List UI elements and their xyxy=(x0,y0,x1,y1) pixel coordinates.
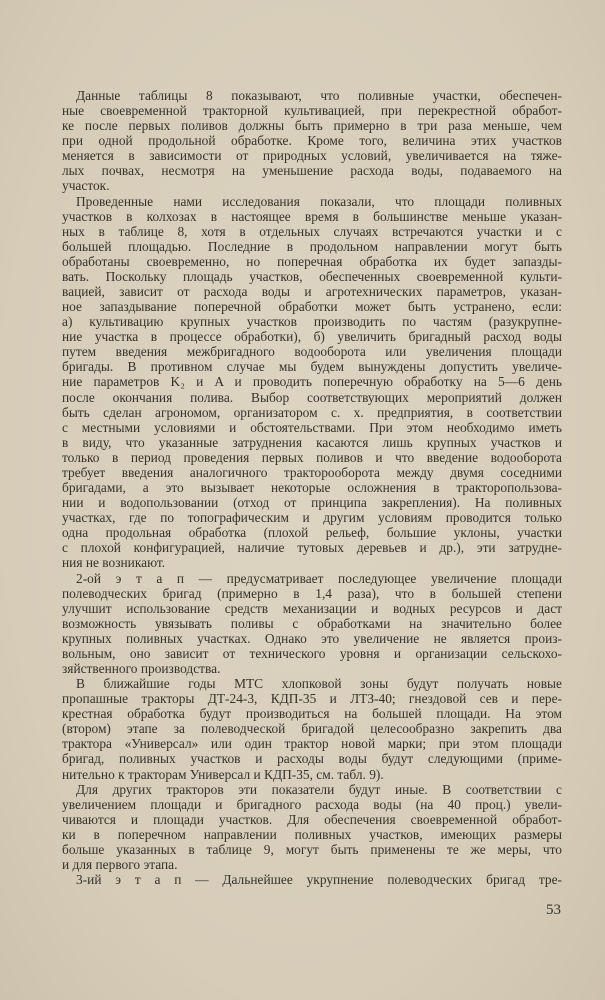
text-line: ния не возникают. xyxy=(62,555,166,571)
text-line: меняется в зависимости от природных условий, увеличивается на тяже- xyxy=(62,148,562,164)
text-line: улучшит использование средств механизации и водных ресурсов и даст xyxy=(62,600,562,616)
text-line: бригадами, а это вызывает некоторые осложнения в тракторопользова- xyxy=(62,480,562,496)
text-line: ные своевременной тракторной культивацией, при перекрестной обработ- xyxy=(62,103,562,119)
text-line: участках, где по топографическим и другим условиям проводится только xyxy=(62,510,562,526)
text-line: полеводческих бригад (примерно в 1,4 раза), что в большей степени xyxy=(62,585,562,601)
paragraph xyxy=(62,676,562,782)
text-line: возможность увязывать поливы с обработками на значительно более xyxy=(62,615,562,631)
text-line: с плохой конфигурацией, наличие тутовых деревьев и др.), эти затрудне- xyxy=(62,540,562,556)
text-line: лых почвах, несмотря на уменьшение расхода воды, подаваемого на xyxy=(62,163,562,179)
text-line: ние параметров K₂ и A и проводить поперечную обработку на 5—6 день xyxy=(62,374,562,390)
text-line: крестная обработка будут производиться на большей площади. На этом xyxy=(62,706,562,722)
text-line: быть сделан агрономом, организатором с. х. предприятия, в соответствии xyxy=(62,404,562,420)
text-line: В ближайшие годы МТС хлопковой зоны будут получать новые xyxy=(76,676,562,692)
text-line: Для других тракторов эти показатели будут иные. В соответствии с xyxy=(76,781,562,797)
text-line: нии и водопользовании (отход от принципа закрепления). На поливных xyxy=(62,495,562,511)
text-line: участков в колхозах в настоящее время в большинстве меньше указан- xyxy=(62,208,562,224)
paragraph xyxy=(62,571,562,677)
text-line: 2-ой э т а п — предусматривает последующее увеличение площади xyxy=(76,570,562,586)
text-line: и для первого этапа. xyxy=(62,856,178,872)
text-line: большей площадью. Последние в продольном направлении могут быть xyxy=(62,238,562,254)
text-line: вольным, оно зависит от технического уровня и организации сельскохо- xyxy=(62,645,562,661)
text-line: а) культивацию крупных участков производить по частям (разукрупне- xyxy=(62,314,562,330)
text-line: нительно к тракторам Универсал и КДП-35, см. табл. 9). xyxy=(62,766,384,782)
text-line: вацией, зависит от расхода воды и агротехнических параметров, указан- xyxy=(62,284,562,300)
text-line: крупных поливных участках. Однако это увеличение не является произ- xyxy=(62,630,562,646)
page-number: 53 xyxy=(546,902,561,918)
text-line: бригад, поливных участков и расходы воды будут следующими (приме- xyxy=(62,751,562,767)
text-line: больше указанных в таблице 9, могут быть применены те же меры, что xyxy=(62,841,562,857)
paragraph xyxy=(62,872,562,887)
text-line: вать. Поскольку площадь участков, обеспеченных своевременной культи- xyxy=(62,268,562,284)
text-line: ное запаздывание поперечной обработки может быть устранено, если: xyxy=(62,299,562,315)
text-line: (втором) этапе за полеводческой бригадой целесообразно закрепить два xyxy=(62,721,562,737)
text-line: бригады. В противном случае мы будем вынуждены допустить увеличе- xyxy=(62,359,562,375)
text-line: чиваются и площади участков. Для обеспечения своевременной обработ- xyxy=(62,811,562,827)
text-line: Проведенные нами исследования показали, что площади поливных xyxy=(76,193,562,209)
paragraph xyxy=(62,782,562,872)
text-line: ние участка в процессе обработки), б) увеличить бригадный расход воды xyxy=(62,329,562,345)
text-line: участок. xyxy=(62,178,110,194)
text-line: только в период проведения первых поливов и что введение водооборота xyxy=(62,449,562,465)
text-line: с местными условиями и обстоятельствами. При этом необходимо иметь xyxy=(62,419,562,435)
text-line: путем введения межбригадного водооборота или увеличения площади xyxy=(62,344,562,360)
text-line: ных в таблице 8, хотя в отдельных случаях встречаются участки и с xyxy=(62,223,562,239)
text-line: при одной продольной обработке. Кроме того, величина этих участков xyxy=(62,133,562,149)
text-line: требует введения аналогичного тракторооборота между двумя соседними xyxy=(62,464,562,480)
text-line: увеличением площади и бригадного расхода воды (на 40 проц.) увели- xyxy=(62,796,562,812)
text-line: Данные таблицы 8 показывают, что поливные участки, обеспечен- xyxy=(76,88,562,103)
text-line: одна продольная обработка (плохой рельеф, большие уклоны, участки xyxy=(62,525,562,541)
text-line: 3-ий э т а п — Дальнейшее укрупнение полеводческих бригад тре- xyxy=(76,872,562,888)
text-line: обработаны своевременно, но поперечная обработка их будет запазды- xyxy=(62,253,562,269)
text-line: пропашные тракторы ДТ-24-3, КДП-35 и ЛТЗ-40; гнездовой сев и пере- xyxy=(62,691,562,707)
paragraph xyxy=(62,88,562,194)
text-line: после окончания полива. Выбор соответствующих мероприятий должен xyxy=(62,389,562,405)
text-line: трактора «Универсал» или один трактор новой марки; при этом площади xyxy=(62,736,562,752)
text-line: в виду, что указанные затруднения касаются лишь крупных участков и xyxy=(62,434,562,450)
text-line: ке после первых поливов должны быть примерно в три раза меньше, чем xyxy=(62,118,562,134)
paragraph xyxy=(62,194,562,571)
text-line: зяйственного производства. xyxy=(62,660,221,676)
text-line: ки в поперечном направлении поливных участков, имеющих размеры xyxy=(62,826,562,842)
body-text xyxy=(62,88,562,887)
